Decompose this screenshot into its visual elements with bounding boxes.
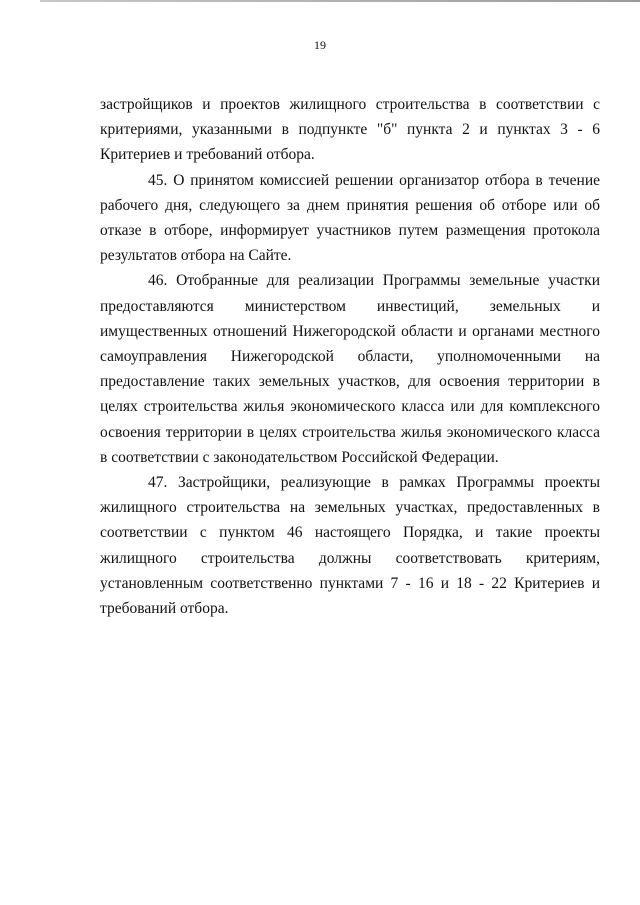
page-number: 19 <box>314 38 326 52</box>
paragraph-47: 47. Застройщики, реализующие в рамках Программы проекты жилищного строительства на земельных участках, предоставленных в соответствии с пунктом 46 настоящего Порядка, и такие проекты жилищного строительства должны соответствовать критериям, установленным соответственно пунктами 7 - 16 и 18 - 22 Критериев и требований отбора. <box>100 474 600 618</box>
paragraph-45: 45. О принятом комиссией решении организатор отбора в течение рабочего дня, следующего за днем принятия решения об отборе или об отказе в отборе, информирует участников путем размещения протокола результатов отбора на Сайте. <box>100 171 600 265</box>
scan-edge-line <box>40 0 640 2</box>
paragraph-continued: застройщиков и проектов жилищного строительства в соответствии с критериями, указанными в подпункте "б" пункта 2 и пунктах 3 - 6 Критериев и требований отбора. <box>100 96 600 164</box>
paragraph-46: 46. Отобранные для реализации Программы земельные участки предоставляются министерством инвестиций, земельных и имущественных отношений Нижегородской области и органами местного самоуправления Нижегородской области, уполномоченными на предоставление таких земельных участков, для освоения территории в целях строительства жилья экономического класса или для комплексного освоения территории в целях строительства жилья экономического класса в соответствии с законодательством Российской Федерации. <box>100 272 600 466</box>
document-body <box>100 92 600 621</box>
